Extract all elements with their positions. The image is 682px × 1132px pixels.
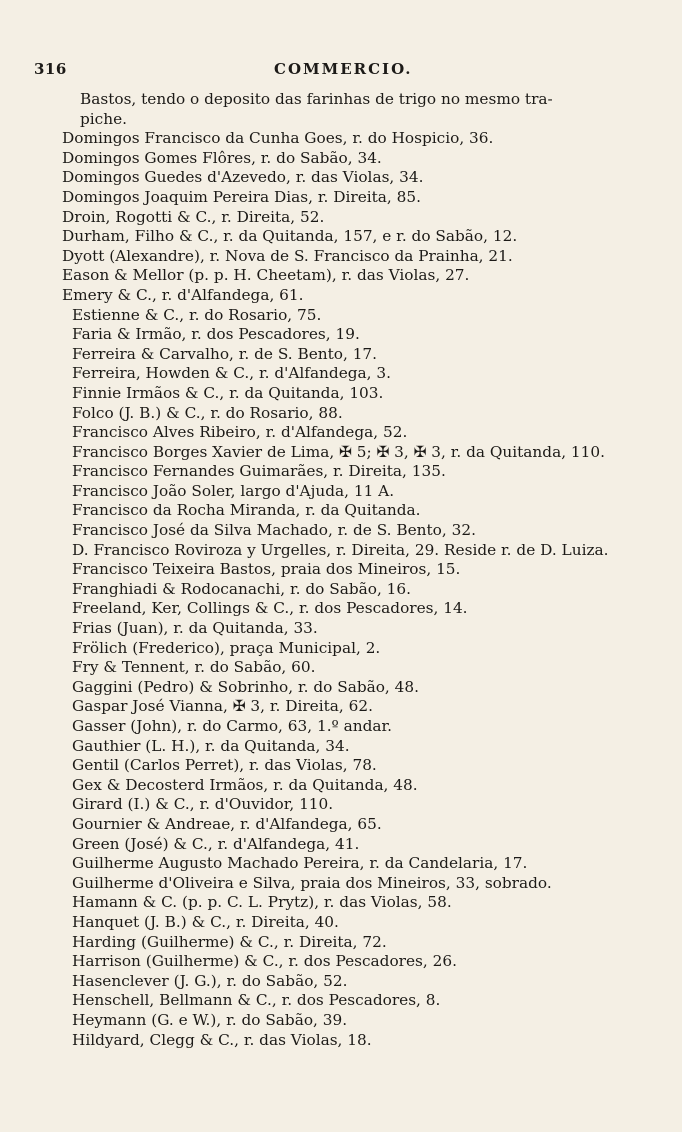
directory-entry: Guilherme d'Oliveira e Silva, praia dos Mineiros, 33, sobrado. (72, 873, 552, 892)
directory-entry: Fry & Tennent, r. do Sabão, 60. (72, 658, 316, 677)
directory-entry: D. Francisco Roviroza y Urgelles, r. Direita, 29. Reside r. de D. Luiza. (72, 540, 609, 559)
directory-entry: Francisco Alves Ribeiro, r. d'Alfandega, 52. (72, 423, 408, 442)
directory-entry: Eason & Mellor (p. p. H. Cheetam), r. das Violas, 27. (62, 266, 470, 285)
directory-entry: Domingos Gomes Flôres, r. do Sabão, 34. (62, 148, 382, 167)
directory-entry: Francisco Borges Xavier de Lima, ✠ 5; ✠ 3, ✠ 3, r. da Quitanda, 110. (72, 442, 605, 461)
page-number: 316 (34, 60, 67, 78)
directory-entry: Gentil (Carlos Perret), r. das Violas, 78. (72, 756, 377, 775)
directory-entry: Harding (Guilherme) & C., r. Direita, 72. (72, 932, 387, 951)
directory-entry: Francisco Teixeira Bastos, praia dos Mineiros, 15. (72, 560, 461, 579)
directory-entry: Green (José) & C., r. d'Alfandega, 41. (72, 834, 360, 853)
directory-entry: Franghiadi & Rodocanachi, r. do Sabão, 16. (72, 579, 411, 598)
directory-entry: Harrison (Guilherme) & C., r. dos Pescadores, 26. (72, 952, 457, 971)
directory-entry: Gasser (John), r. do Carmo, 63, 1.º andar. (72, 717, 392, 735)
directory-entry: Heymann (G. e W.), r. do Sabão, 39. (72, 1010, 348, 1029)
running-title: COMMERCIO. (274, 60, 413, 78)
directory-entry: Girard (I.) & C., r. d'Ouvidor, 110. (72, 795, 334, 814)
directory-entry: Bastos, tendo o deposito das farinhas de trigo no mesmo tra- (80, 90, 553, 108)
directory-entry: Francisco José da Silva Machado, r. de S. Bento, 32. (72, 521, 476, 540)
directory-entry: Hanquet (J. B.) & C., r. Direita, 40. (72, 912, 339, 931)
directory-entry: Emery & C., r. d'Alfandega, 61. (62, 285, 304, 304)
directory-entry: Gournier & Andreae, r. d'Alfandega, 65. (72, 814, 382, 833)
directory-entry: Durham, Filho & C., r. da Quitanda, 157, e r. do Sabão, 12. (62, 227, 518, 246)
page-header (34, 60, 634, 86)
directory-listing (62, 90, 652, 1050)
directory-entry: Frias (Juan), r. da Quitanda, 33. (72, 619, 318, 638)
directory-entry: Hamann & C. (p. p. C. L. Prytz), r. das Violas, 58. (72, 893, 452, 912)
directory-entry: Faria & Irmão, r. dos Pescadores, 19. (72, 325, 360, 344)
directory-entry: Gex & Decosterd Irmãos, r. da Quitanda, 48. (72, 775, 418, 794)
directory-entry: Domingos Guedes d'Azevedo, r. das Violas, 34. (62, 168, 424, 187)
directory-entry: Hasenclever (J. G.), r. do Sabão, 52. (72, 971, 348, 990)
directory-entry: Finnie Irmãos & C., r. da Quitanda, 103. (72, 383, 384, 402)
directory-entry: Freeland, Ker, Collings & C., r. dos Pescadores, 14. (72, 599, 468, 618)
directory-entry: Frölich (Frederico), praça Municipal, 2. (72, 638, 381, 657)
directory-entry: Ferreira, Howden & C., r. d'Alfandega, 3. (72, 364, 391, 383)
directory-entry: Estienne & C., r. do Rosario, 75. (72, 305, 322, 324)
directory-entry: Gaspar José Vianna, ✠ 3, r. Direita, 62. (72, 697, 373, 716)
directory-entry: Domingos Joaquim Pereira Dias, r. Direita, 85. (62, 187, 421, 206)
directory-entry: Folco (J. B.) & C., r. do Rosario, 88. (72, 403, 343, 422)
directory-entry: Henschell, Bellmann & C., r. dos Pescadores, 8. (72, 991, 441, 1010)
directory-entry-continuation: piche. (80, 109, 128, 128)
directory-entry: Droin, Rogotti & C., r. Direita, 52. (62, 207, 325, 226)
directory-entry: Domingos Francisco da Cunha Goes, r. do Hospicio, 36. (62, 129, 494, 148)
directory-entry: Hildyard, Clegg & C., r. das Violas, 18. (72, 1030, 372, 1049)
directory-entry: Guilherme Augusto Machado Pereira, r. da Candelaria, 17. (72, 854, 528, 873)
directory-entry: Ferreira & Carvalho, r. de S. Bento, 17. (72, 344, 378, 363)
directory-entry: Dyott (Alexandre), r. Nova de S. Francisco da Prainha, 21. (62, 246, 513, 265)
directory-entry: Gauthier (L. H.), r. da Quitanda, 34. (72, 736, 350, 755)
directory-entry: Gaggini (Pedro) & Sobrinho, r. do Sabão, 48. (72, 677, 419, 696)
directory-entry: Francisco João Soler, largo d'Ajuda, 11 A. (72, 481, 395, 500)
directory-entry: Francisco Fernandes Guimarães, r. Direita, 135. (72, 462, 446, 481)
directory-entry: Francisco da Rocha Miranda, r. da Quitanda. (72, 501, 421, 520)
